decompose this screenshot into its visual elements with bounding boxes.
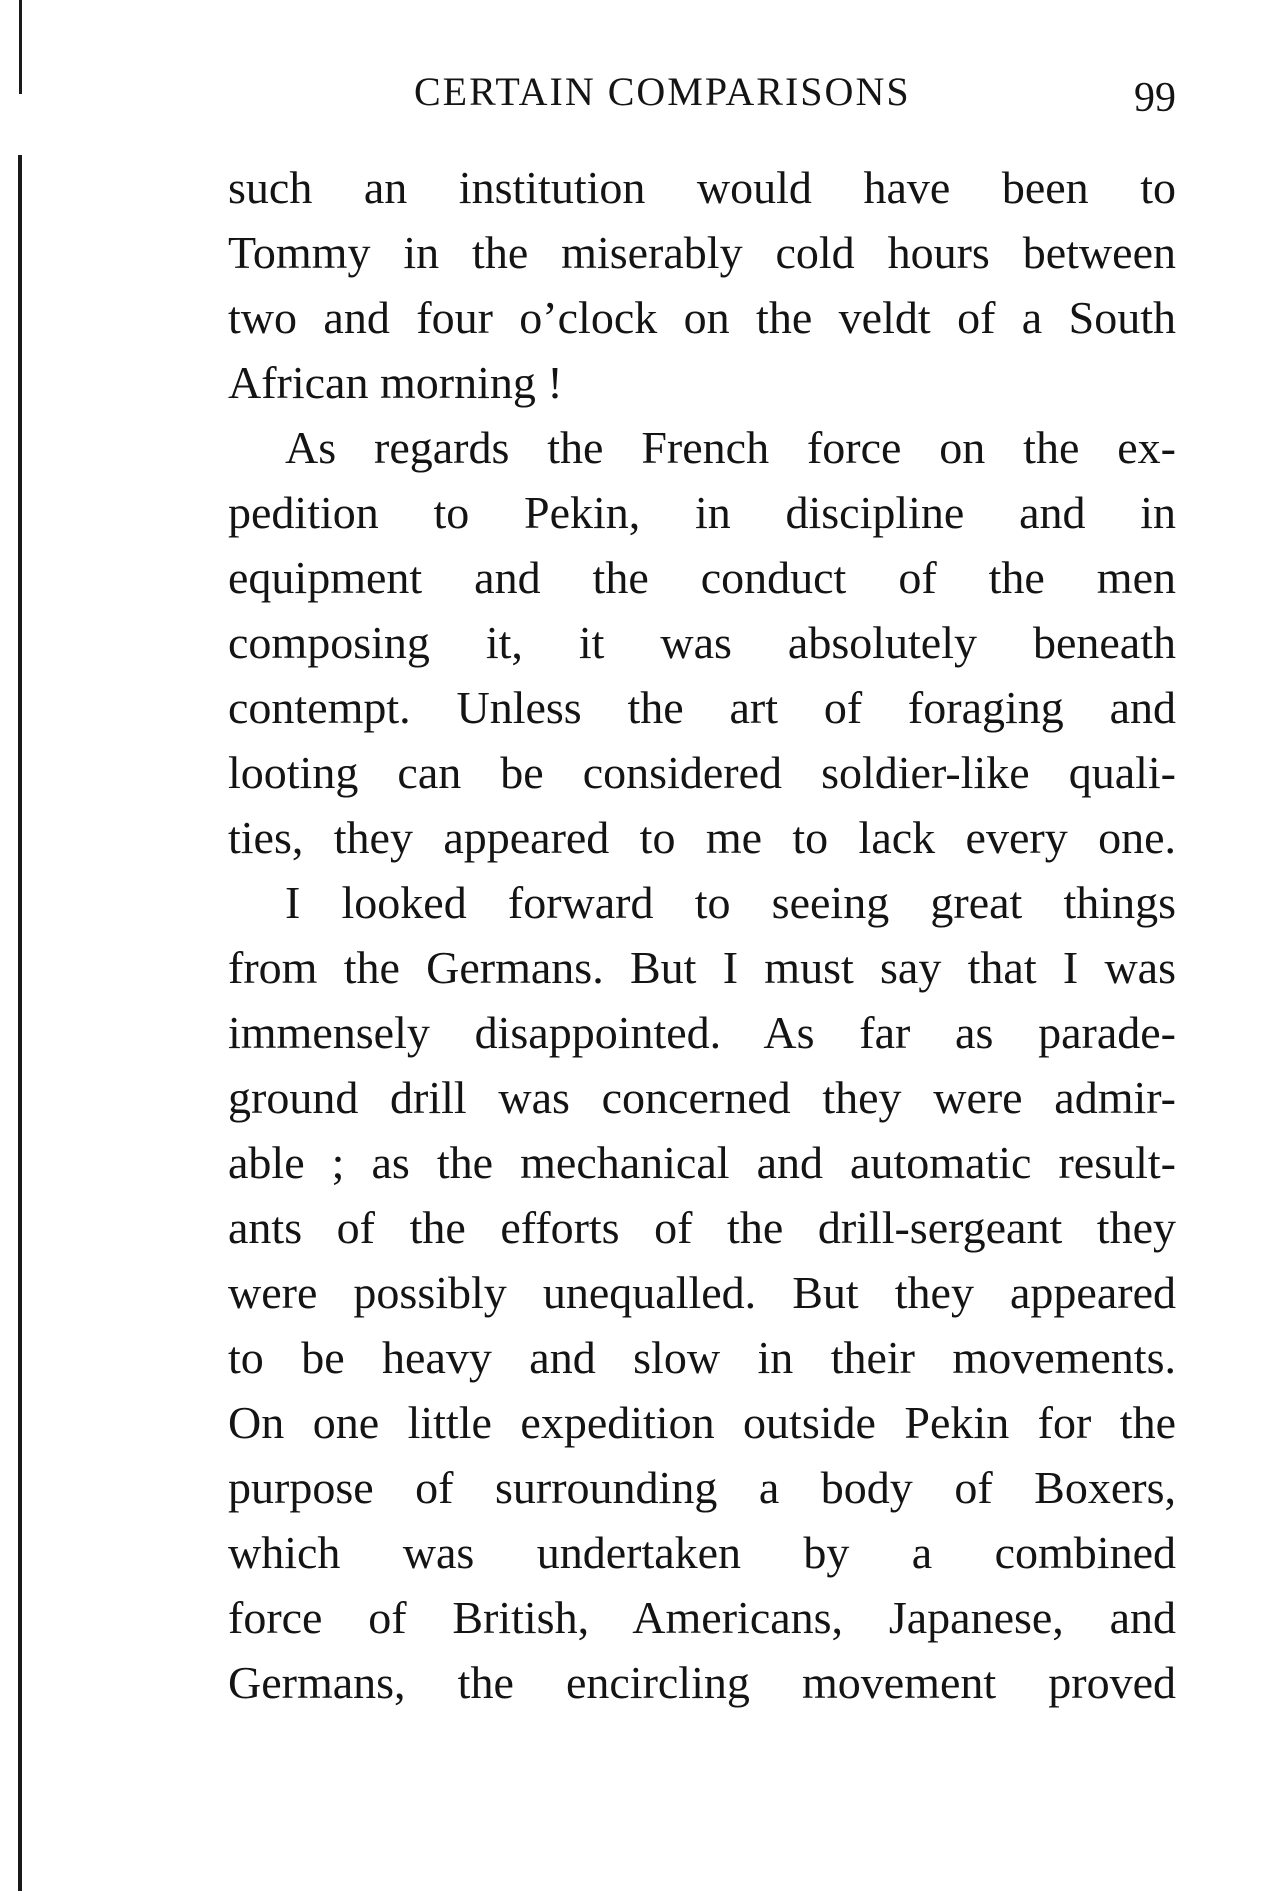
text-line: to be heavy and slow in their movements. [228, 1332, 1176, 1383]
text-line: force of British, Americans, Japanese, and [228, 1592, 1176, 1643]
text-line: I looked forward to seeing great things [285, 877, 1176, 928]
text-line: which was undertaken by a combined [228, 1527, 1176, 1578]
text-line: from the Germans. But I must say that I was [228, 942, 1176, 993]
text-line: Tommy in the miserably cold hours between [228, 227, 1176, 278]
text-line: Germans, the encircling movement proved [228, 1657, 1176, 1708]
binding-edge-line [18, 155, 22, 1891]
text-line: ground drill was concerned they were admir- [228, 1072, 1176, 1123]
text-line: African morning ! [228, 357, 563, 408]
running-head [228, 68, 1176, 128]
body-text [228, 155, 1176, 1715]
text-line: purpose of surrounding a body of Boxers, [228, 1462, 1176, 1513]
binding-edge-line-top [19, 0, 22, 94]
text-line: On one little expedition outside Pekin for the [228, 1397, 1176, 1448]
running-head-title: CERTAIN COMPARISONS [414, 69, 911, 114]
page-number: 99 [1134, 75, 1176, 121]
text-line: equipment and the conduct of the men [228, 552, 1176, 603]
text-line: were possibly unequalled. But they appeared [228, 1267, 1176, 1318]
text-line: ties, they appeared to me to lack every one. [228, 812, 1176, 863]
text-line: immensely disappointed. As far as parade- [228, 1007, 1176, 1058]
text-line: ants of the efforts of the drill-sergeant they [228, 1202, 1176, 1253]
text-line: As regards the French force on the ex- [285, 422, 1176, 473]
text-line: composing it, it was absolutely beneath [228, 617, 1176, 668]
text-line: contempt. Unless the art of foraging and [228, 682, 1176, 733]
text-line: such an institution would have been to [228, 162, 1176, 213]
text-line: pedition to Pekin, in discipline and in [228, 487, 1176, 538]
text-line: two and four o’clock on the veldt of a South [228, 292, 1176, 343]
text-line: looting can be considered soldier-like quali- [228, 747, 1176, 798]
text-line: able ; as the mechanical and automatic result- [228, 1137, 1176, 1188]
